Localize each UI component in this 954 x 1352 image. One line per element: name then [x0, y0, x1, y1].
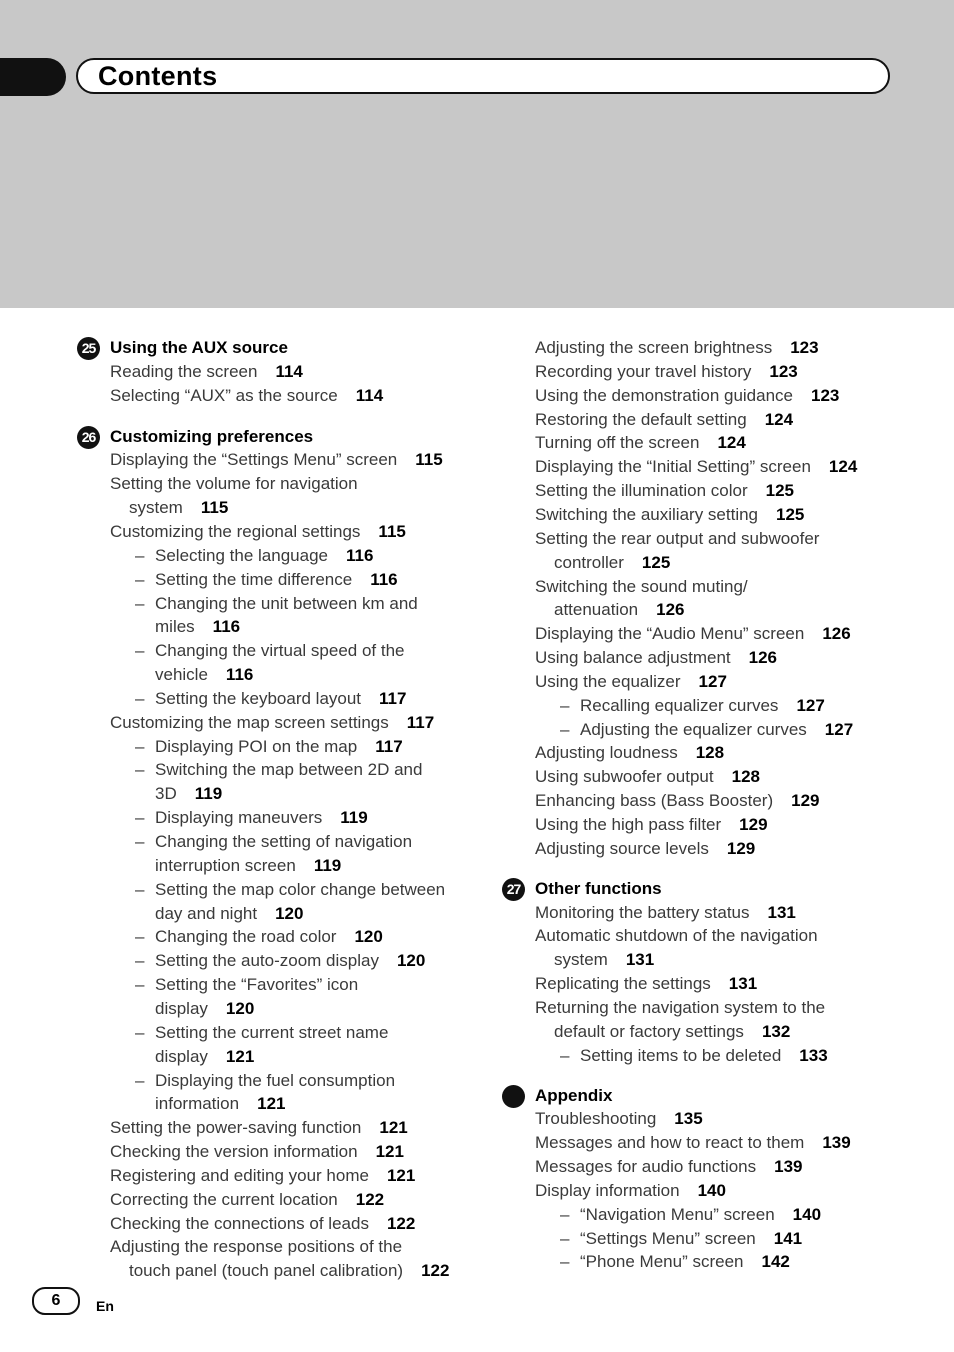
toc-sub-entry[interactable]: [135, 758, 423, 782]
toc-entry-text: Changing the setting of navigation: [155, 832, 413, 851]
toc-sub-entry[interactable]: [155, 1092, 285, 1116]
toc-entry[interactable]: [554, 948, 654, 972]
toc-entry-text: Customizing the map screen settings: [110, 712, 389, 732]
toc-entry-text: Setting the time difference: [155, 569, 353, 589]
toc-entry-text: Setting the auto-zoom display: [155, 951, 379, 971]
toc-sub-entry[interactable]: [135, 925, 383, 949]
dash-marker: –: [135, 569, 145, 589]
toc-page-number: 129: [791, 791, 820, 811]
dash-marker: –: [135, 975, 145, 995]
toc-entry-text: “Navigation Menu” screen: [580, 1204, 775, 1224]
dash-marker: –: [135, 641, 145, 661]
toc-entry-text: Automatic shutdown of the navigation: [535, 926, 818, 946]
toc-entry-text: Changing the road color: [155, 927, 337, 947]
section-title[interactable]: Appendix: [535, 1085, 613, 1105]
toc-entry[interactable]: [110, 1140, 404, 1164]
dash-marker: –: [135, 1022, 145, 1042]
toc-entry[interactable]: [535, 1107, 703, 1131]
toc-page-number: 114: [275, 361, 303, 381]
toc-entry[interactable]: [110, 1212, 415, 1236]
toc-entry[interactable]: [535, 813, 768, 837]
toc-page-number: 140: [792, 1204, 822, 1224]
toc-page-number: 117: [406, 712, 435, 732]
toc-entry-text: Checking the connections of leads: [110, 1213, 369, 1233]
dash-marker: –: [560, 1252, 570, 1272]
toc-entry-text: Setting the rear output and subwoofer: [535, 528, 820, 548]
toc-entry-text: attenuation: [554, 600, 639, 620]
toc-entry-text: Displaying the “Initial Setting” screen: [535, 457, 811, 477]
toc-entry-text: display: [155, 998, 208, 1018]
section-number-badge: 27: [502, 878, 525, 901]
section-title[interactable]: Other functions: [535, 878, 662, 898]
toc-page-number: 121: [386, 1165, 416, 1185]
toc-entry-text: Adjusting the equalizer curves: [580, 719, 807, 739]
toc-entry[interactable]: [535, 360, 798, 384]
header-black-tab: [0, 58, 66, 96]
toc-page-number: 123: [811, 385, 840, 405]
toc-entry-text: Changing the virtual speed of the: [155, 641, 405, 661]
toc-entry-text: miles: [155, 617, 195, 637]
toc-page-number: 121: [375, 1142, 404, 1162]
toc-entry-text: “Phone Menu” screen: [580, 1252, 744, 1272]
toc-page-number: 116: [345, 545, 374, 565]
toc-sub-entry[interactable]: [135, 544, 374, 568]
toc-entry-text: default or factory settings: [554, 1021, 744, 1041]
toc-page-number: 115: [378, 521, 406, 541]
toc-page-number: 127: [698, 671, 727, 691]
toc-page-number: 119: [194, 784, 223, 804]
toc-sub-entry[interactable]: [135, 973, 359, 997]
dash-marker: –: [560, 1204, 570, 1224]
toc-sub-entry[interactable]: [135, 878, 446, 902]
toc-sub-entry[interactable]: [560, 718, 854, 742]
toc-entry-text: system: [129, 498, 183, 518]
toc-page-number: 131: [728, 974, 758, 994]
toc-sub-entry[interactable]: [560, 1227, 803, 1251]
toc-entry[interactable]: [110, 472, 358, 496]
toc-sub-entry[interactable]: [155, 854, 341, 878]
toc-entry-text: Switching the map between 2D and: [155, 760, 423, 780]
toc-entry[interactable]: [535, 972, 757, 996]
toc-entry[interactable]: [554, 598, 685, 622]
toc-page-number: 122: [421, 1261, 450, 1281]
toc-entry[interactable]: [535, 336, 819, 360]
toc-page-number: 120: [225, 998, 255, 1018]
toc-entry-text: Adjusting the response positions of the: [110, 1237, 403, 1257]
toc-entry[interactable]: [110, 448, 443, 472]
toc-sub-entry[interactable]: [135, 735, 403, 759]
toc-sub-entry[interactable]: [135, 639, 405, 663]
toc-entry-text: Adjusting source levels: [535, 838, 709, 858]
toc-entry-text: Displaying the “Settings Menu” screen: [110, 450, 398, 470]
toc-page-number: 124: [764, 409, 794, 429]
toc-page-number: 123: [790, 338, 819, 357]
toc-page-number: 120: [396, 951, 426, 971]
toc-entry-text: Turning off the screen: [535, 433, 700, 453]
toc-entry[interactable]: [129, 1259, 449, 1283]
toc-page-number: 114: [355, 385, 384, 405]
toc-sub-entry[interactable]: [155, 902, 303, 926]
toc-entry-text: Displaying POI on the map: [155, 736, 358, 756]
toc-entry[interactable]: [535, 996, 825, 1020]
toc-page-number: 122: [355, 1189, 385, 1209]
toc-page-number: 128: [695, 743, 725, 763]
toc-entry[interactable]: [535, 765, 760, 789]
dash-marker: –: [135, 808, 145, 828]
toc-page-number: 142: [761, 1252, 790, 1272]
title-pill: [76, 58, 890, 94]
toc-entry-text: vehicle: [155, 665, 208, 685]
section-number-badge: 25: [77, 337, 100, 360]
toc-page-number: 126: [748, 648, 777, 668]
toc-page-number: 129: [739, 815, 768, 834]
toc-entry[interactable]: [535, 1179, 726, 1203]
toc-entry-text: Adjusting loudness: [535, 743, 678, 763]
language-label: En: [96, 1298, 114, 1314]
toc-page-number: 119: [313, 855, 342, 875]
toc-page-number: 119: [340, 808, 368, 828]
toc-entry[interactable]: [110, 360, 303, 384]
toc-page-number: 126: [656, 600, 685, 620]
toc-entry-text: Selecting the language: [155, 545, 328, 565]
page-number: 6: [32, 1287, 80, 1315]
toc-sub-entry[interactable]: [560, 1203, 822, 1227]
toc-sub-entry[interactable]: [135, 806, 368, 830]
toc-entry-text: Setting the power-saving function: [110, 1118, 362, 1138]
toc-entry-text: Troubleshooting: [535, 1109, 657, 1129]
toc-entry-text: Setting the current street name: [155, 1022, 389, 1042]
toc-entry-text: “Settings Menu” screen: [580, 1228, 756, 1248]
toc-page-number: 121: [379, 1118, 408, 1138]
toc-entry-text: Using the high pass filter: [535, 815, 722, 834]
dash-marker: –: [135, 688, 145, 708]
toc-entry[interactable]: [535, 1155, 803, 1179]
toc-sub-entry[interactable]: [155, 615, 240, 639]
toc-entry-text: Using subwoofer output: [535, 767, 714, 787]
toc-entry[interactable]: [535, 384, 839, 408]
toc-entry[interactable]: [110, 384, 383, 408]
dash-marker: –: [560, 1045, 570, 1065]
toc-entry[interactable]: [110, 1116, 408, 1140]
toc-entry-text: Messages and how to react to them: [535, 1133, 805, 1153]
toc-page-number: 135: [674, 1109, 703, 1129]
section-number-badge: 26: [77, 426, 100, 449]
toc-entry[interactable]: [535, 901, 796, 925]
toc-entry-text: Displaying the “Audio Menu” screen: [535, 624, 805, 644]
toc-sub-entry[interactable]: [155, 997, 254, 1021]
toc-entry-text: Setting the volume for navigation: [110, 474, 358, 494]
toc-page-number: 121: [257, 1094, 286, 1114]
dash-marker: –: [135, 545, 145, 565]
toc-entry[interactable]: [110, 1188, 384, 1212]
toc-page-number: 127: [796, 695, 825, 715]
toc-entry[interactable]: [110, 1164, 415, 1188]
toc-entry[interactable]: [535, 924, 818, 948]
toc-page-number: 123: [769, 361, 798, 381]
toc-page-number: 116: [225, 665, 254, 685]
toc-page-number: 129: [726, 838, 756, 858]
dash-marker: –: [560, 719, 570, 739]
toc-entry-text: Adjusting the screen brightness: [535, 338, 773, 357]
toc-sub-entry[interactable]: [135, 568, 398, 592]
toc-entry-text: controller: [554, 552, 624, 572]
toc-entry-text: Using balance adjustment: [535, 648, 731, 668]
toc-page-number: 124: [828, 457, 858, 477]
toc-entry-text: Using the demonstration guidance: [535, 385, 793, 405]
toc-entry[interactable]: [110, 520, 406, 544]
toc-entry[interactable]: [535, 646, 777, 670]
toc-page-number: 126: [822, 624, 851, 644]
toc-entry-text: Using the equalizer: [535, 671, 681, 691]
toc-page-number: 116: [370, 569, 398, 589]
toc-page-number: 139: [822, 1133, 851, 1153]
toc-entry[interactable]: [535, 503, 804, 527]
toc-sub-entry[interactable]: [560, 694, 825, 718]
toc-entry-text: 3D: [155, 784, 177, 804]
dash-marker: –: [135, 951, 145, 971]
toc-page-number: 117: [375, 736, 403, 756]
toc-page-number: 125: [641, 552, 671, 572]
toc-entry-text: Enhancing bass (Bass Booster): [535, 791, 774, 811]
toc-entry[interactable]: [110, 1235, 402, 1259]
toc-page-number: 125: [776, 504, 805, 524]
toc-entry[interactable]: [554, 551, 670, 575]
toc-entry-text: display: [155, 1046, 208, 1066]
toc-page-number: 128: [731, 767, 760, 787]
toc-entry-text: Display information: [535, 1180, 680, 1200]
toc-entry-text: Messages for audio functions: [535, 1157, 757, 1177]
toc-entry[interactable]: [535, 479, 794, 503]
toc-entry-text: Setting the illumination color: [535, 481, 748, 501]
toc-sub-entry[interactable]: [135, 592, 418, 616]
toc-entry-text: Replicating the settings: [535, 974, 711, 994]
dash-marker: –: [135, 879, 145, 899]
toc-entry-text: Correcting the current location: [110, 1189, 338, 1209]
toc-sub-entry[interactable]: [560, 1250, 790, 1274]
toc-entry[interactable]: [535, 408, 793, 432]
dash-marker: –: [135, 593, 145, 613]
toc-page-number: 115: [415, 450, 443, 470]
dash-marker: –: [135, 1070, 145, 1090]
toc-entry-text: day and night: [155, 903, 258, 923]
dash-marker: –: [135, 927, 145, 947]
toc-sub-entry[interactable]: [135, 1021, 389, 1045]
toc-entry-text: Recording your travel history: [535, 361, 752, 381]
toc-sub-entry[interactable]: [560, 1044, 828, 1068]
toc-entry-text: Setting the “Favorites” icon: [155, 975, 359, 995]
toc-entry[interactable]: [535, 1131, 851, 1155]
toc-entry[interactable]: [110, 711, 434, 735]
toc-page-number: 115: [200, 498, 229, 518]
toc-entry-text: Returning the navigation system to the: [535, 997, 826, 1017]
toc-entry[interactable]: [129, 496, 228, 520]
toc-entry[interactable]: [535, 527, 819, 551]
toc-sub-entry[interactable]: [155, 663, 253, 687]
toc-page-number: 131: [767, 902, 796, 922]
section-title[interactable]: Customizing preferences: [110, 426, 314, 446]
toc-entry-text: Customizing the regional settings: [110, 521, 361, 541]
toc-page-number: 116: [212, 617, 241, 637]
toc-entry[interactable]: [535, 837, 755, 861]
toc-page-number: 121: [225, 1046, 255, 1066]
toc-page-number: 120: [275, 903, 304, 923]
toc-sub-entry[interactable]: [155, 782, 222, 806]
toc-page-number: 140: [697, 1180, 726, 1200]
dash-marker: –: [560, 1228, 570, 1248]
toc-page-number: 122: [386, 1213, 416, 1233]
toc-sub-entry[interactable]: [155, 1045, 254, 1069]
toc-sub-entry[interactable]: [135, 830, 413, 854]
section-title[interactable]: Using the AUX source: [110, 338, 288, 357]
toc-page-number: 132: [761, 1021, 791, 1041]
toc-page-number: 133: [799, 1045, 828, 1065]
toc-entry-text: Setting items to be deleted: [580, 1045, 782, 1065]
section-number-badge: [502, 1085, 525, 1108]
toc-page-number: 141: [773, 1228, 803, 1248]
toc-entry-text: system: [554, 950, 608, 970]
toc-entry[interactable]: [535, 622, 851, 646]
header-band: [0, 0, 954, 308]
toc-sub-entry[interactable]: [135, 949, 426, 973]
toc-entry-text: Switching the auxiliary setting: [535, 504, 759, 524]
toc-entry-text: Setting the keyboard layout: [155, 688, 362, 708]
toc-page-number: 125: [765, 481, 794, 501]
toc-entry-text: Selecting “AUX” as the source: [110, 385, 338, 405]
toc-entry[interactable]: [535, 741, 724, 765]
toc-entry[interactable]: [535, 789, 820, 813]
toc-entry-text: Monitoring the battery status: [535, 902, 750, 922]
toc-entry[interactable]: [535, 455, 857, 479]
toc-entry-text: Changing the unit between km and: [155, 593, 418, 613]
toc-page-number: 117: [379, 688, 407, 708]
toc-entry-text: Setting the map color change between: [155, 879, 446, 899]
toc-entry-text: Displaying the fuel consumption: [155, 1070, 396, 1090]
dash-marker: –: [135, 760, 145, 780]
toc-page-number: 127: [824, 719, 854, 739]
toc-entry-text: touch panel (touch panel calibration): [129, 1261, 404, 1281]
toc-entry[interactable]: [535, 575, 748, 599]
toc-page-number: 131: [625, 950, 655, 970]
toc-entry-text: Recalling equalizer curves: [580, 695, 779, 715]
toc-page-number: 124: [717, 433, 746, 453]
toc-entry-text: Reading the screen: [110, 361, 258, 381]
toc-sub-entry[interactable]: [135, 687, 407, 711]
toc-entry[interactable]: [554, 1020, 790, 1044]
dash-marker: –: [135, 832, 145, 851]
toc-entry[interactable]: [535, 670, 727, 694]
toc-entry-text: Checking the version information: [110, 1142, 358, 1162]
toc-page-number: 120: [354, 927, 383, 947]
toc-entry-text: Restoring the default setting: [535, 409, 747, 429]
dash-marker: –: [560, 695, 570, 715]
toc-page-number: 139: [774, 1157, 803, 1177]
toc-entry-text: Switching the sound muting/: [535, 576, 748, 596]
toc-entry-text: information: [155, 1094, 240, 1114]
dash-marker: –: [135, 736, 145, 756]
toc-entry-text: interruption screen: [155, 855, 296, 875]
toc-entry-text: Displaying maneuvers: [155, 808, 323, 828]
toc-entry-text: Registering and editing your home: [110, 1165, 369, 1185]
toc-entry[interactable]: [535, 431, 746, 455]
page-title: Contents: [98, 61, 218, 91]
toc-sub-entry[interactable]: [135, 1069, 396, 1093]
